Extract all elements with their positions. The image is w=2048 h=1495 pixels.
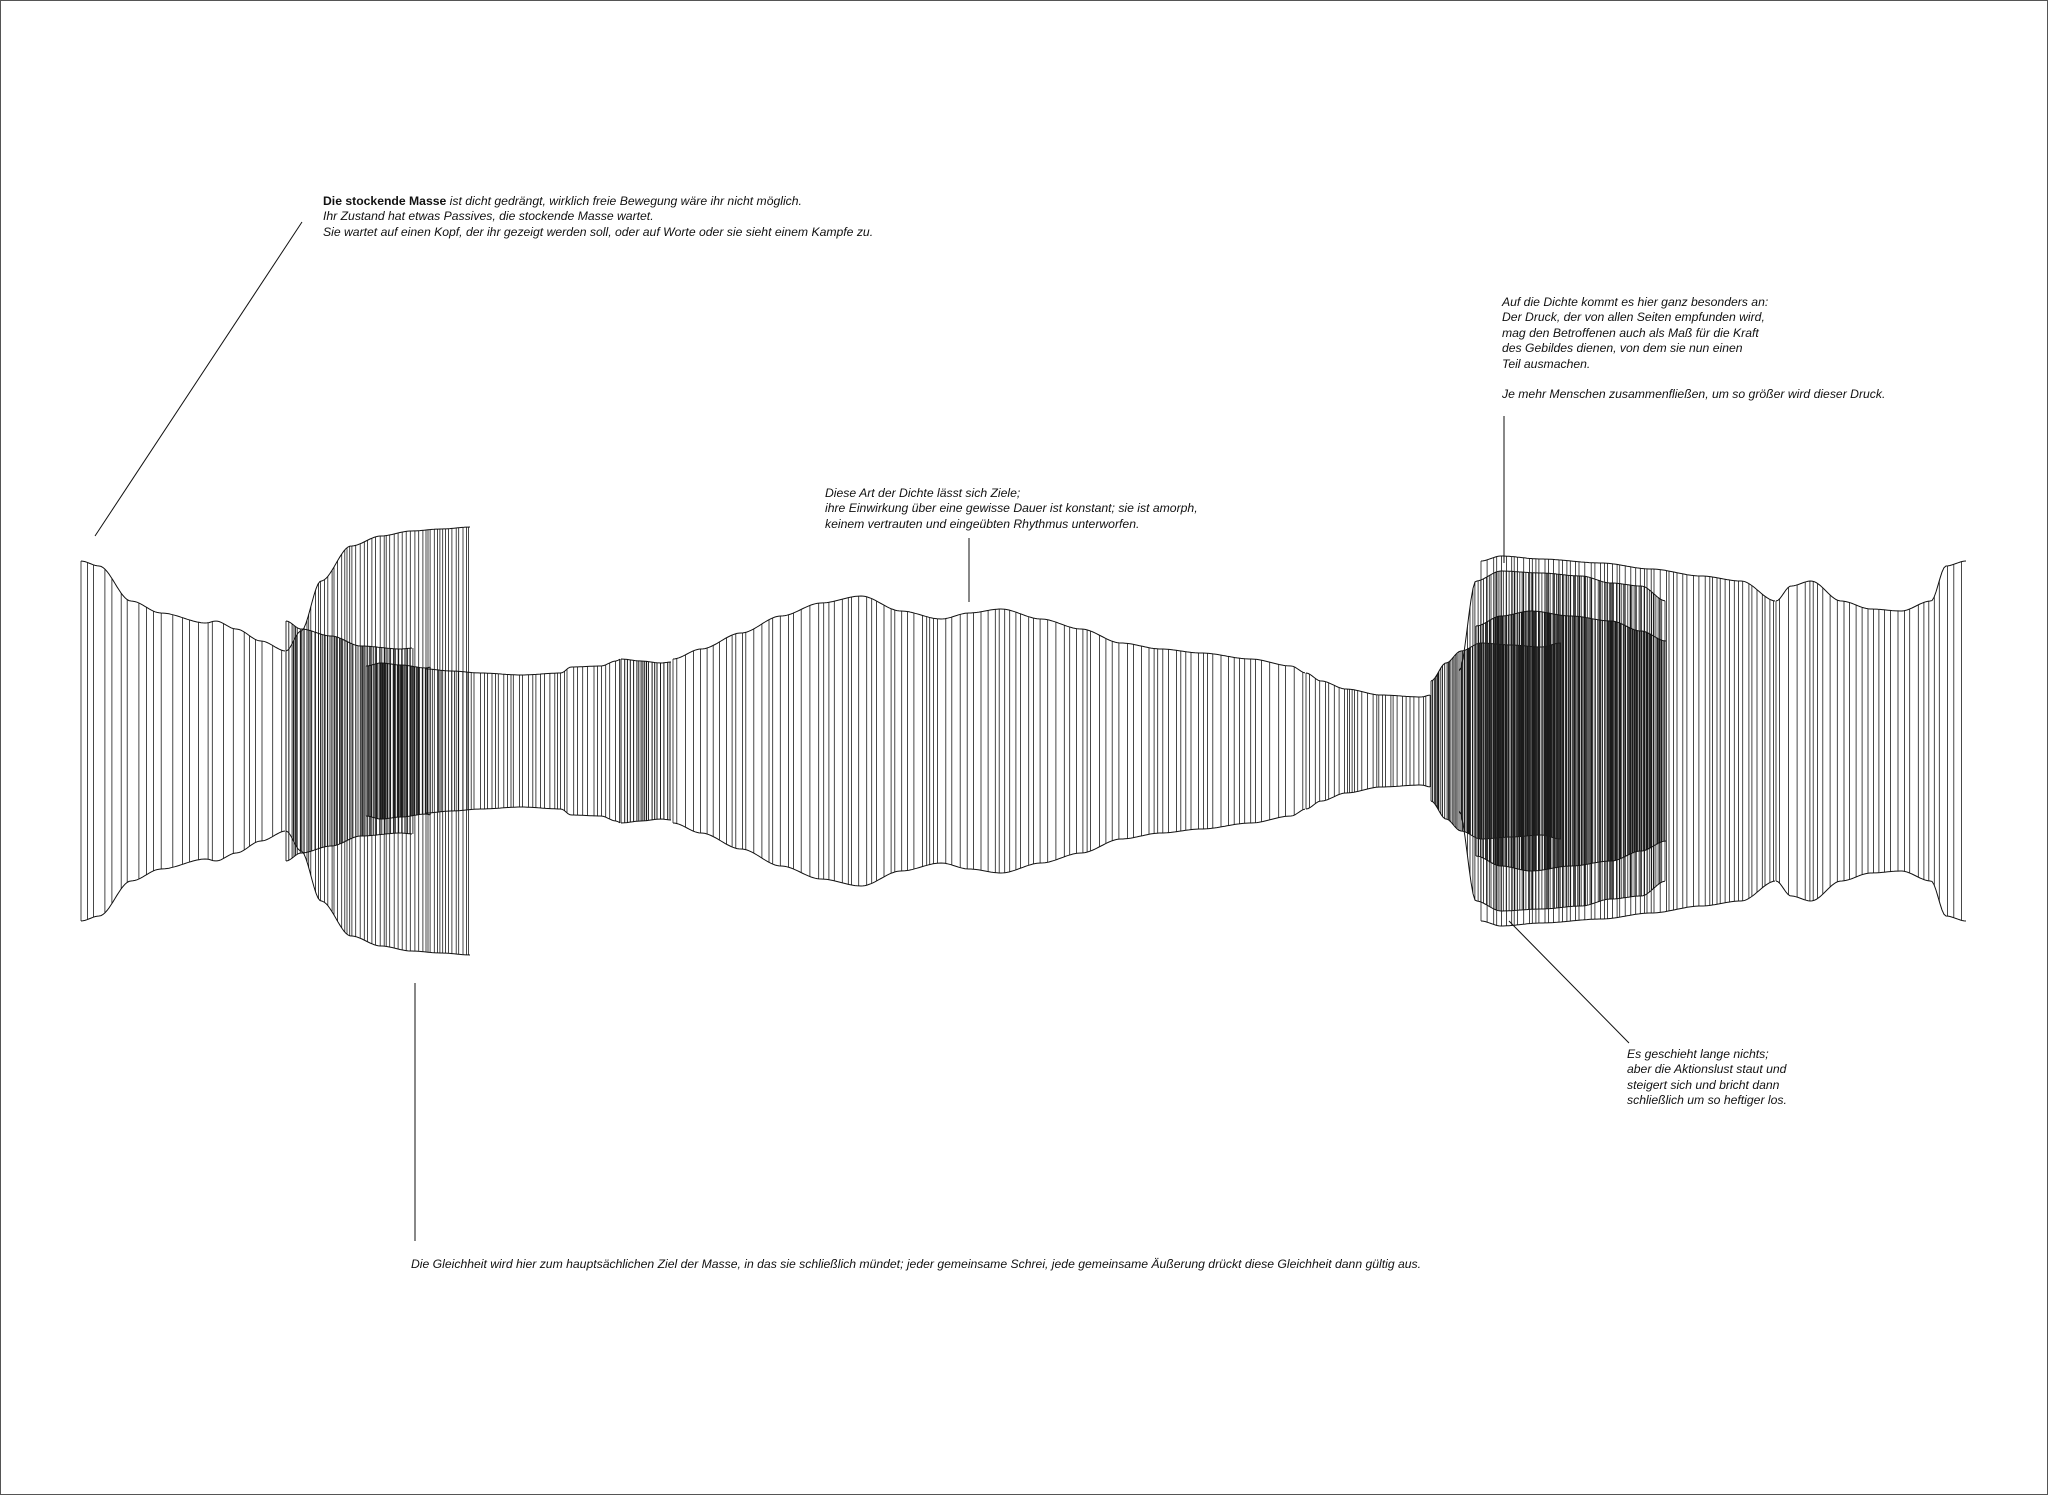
annotation-lead-rest: ist dicht gedrängt, wirklich freie Bewegung wäre ihr nicht möglich. — [446, 194, 802, 208]
crowd-form-left-vase-hatching — [81, 561, 282, 921]
annotation-line: Es geschieht lange nichts; — [1627, 1047, 1769, 1061]
annotation-line: schließlich um so heftiger los. — [1627, 1093, 1787, 1108]
annotation-line: Teil ausmachen. — [1502, 356, 1591, 371]
annotation-line: Sie wartet auf einen Kopf, der ihr gezeigt werden soll, oder auf Worte oder sie sieht einem Kampfe zu. — [323, 224, 874, 239]
crowd-form-right-vase-upper-contour — [1776, 561, 1966, 611]
crowd-form-throat-lower-contour — [1306, 785, 1430, 809]
annotation-aktionslust — [1627, 1047, 1787, 1109]
annotation-line: Auf die Dichte kommt es hier ganz besonders an: — [1502, 295, 1769, 309]
annotation-line: mag den Betroffenen auch als Maß für die Kraft — [1502, 325, 1759, 340]
leader-line-aktion — [1509, 921, 1629, 1043]
crowd-form-neck-upper-contour — [426, 659, 620, 675]
crowd-form-neck-hatching — [426, 659, 620, 822]
annotation-bold-lead: Die stockende Masse — [323, 194, 447, 208]
annotation-line: steigert sich und bricht dann — [1627, 1077, 1780, 1092]
annotation-line: des Gebildes dienen, von dem sie nun einen — [1502, 341, 1743, 356]
crowd-form-neck-band-hatching — [621, 659, 670, 823]
crowd-form-right-inner-hatching — [1476, 611, 1665, 871]
hatched-crowd-forms — [81, 527, 1966, 955]
crowd-form-left-vase — [81, 561, 285, 921]
crowd-form-center-lower-contour — [673, 809, 1305, 886]
annotation-line: Je mehr Menschen zusammenfließen, um so größer wird dieser Druck. — [1502, 387, 1886, 402]
annotation-line: Diese Art der Dichte lässt sich Ziele; — [825, 486, 1021, 500]
crowd-form-right-vase-hatching — [1776, 562, 1961, 921]
crowd-form-throat-upper-contour — [1306, 673, 1430, 697]
annotation-line: Die Gleichheit wird hier zum hauptsächlichen Ziel der Masse, in das sie schließlich mündet; jeder gemeinsame Schrei, jede gemeinsame Äußerung drückt diese Gleichheit dann gültig aus. — [411, 1257, 1422, 1271]
annotation-line: ihre Einwirkung über eine gewisse Dauer ist konstant; sie ist amorph, — [825, 501, 1198, 516]
annotation-gleichheit — [411, 1257, 1421, 1272]
crowd-form-neck — [426, 659, 620, 823]
crowd-form-center-upper-contour — [673, 596, 1305, 673]
leader-line-masse — [95, 222, 302, 536]
crowd-form-right-vase — [1776, 561, 1966, 921]
crowd-form-neck-band — [621, 659, 671, 823]
annotation-line: keinem vertrauten und eingeübten Rhythmus unterworfen. — [825, 516, 1140, 531]
crowd-form-center-hatching — [673, 596, 1303, 886]
crowd-form-right-vase-lower-contour — [1776, 871, 1966, 921]
annotation-spacer — [1502, 372, 1885, 387]
annotation-line: Ihr Zustand hat etwas Passives, die stockende Masse wartet. — [323, 209, 654, 224]
annotation-druck — [1502, 295, 1885, 403]
crowd-form-throat — [1306, 673, 1430, 809]
annotation-dichte-ziele — [825, 486, 1198, 532]
annotation-stockende-masse — [323, 194, 873, 240]
crowd-form-center — [673, 596, 1305, 886]
annotation-line: aber die Aktionslust staut und — [1627, 1062, 1787, 1077]
crowd-form-neck-lower-contour — [426, 807, 620, 823]
annotation-line: Der Druck, der von allen Seiten empfunden wird, — [1502, 310, 1765, 325]
